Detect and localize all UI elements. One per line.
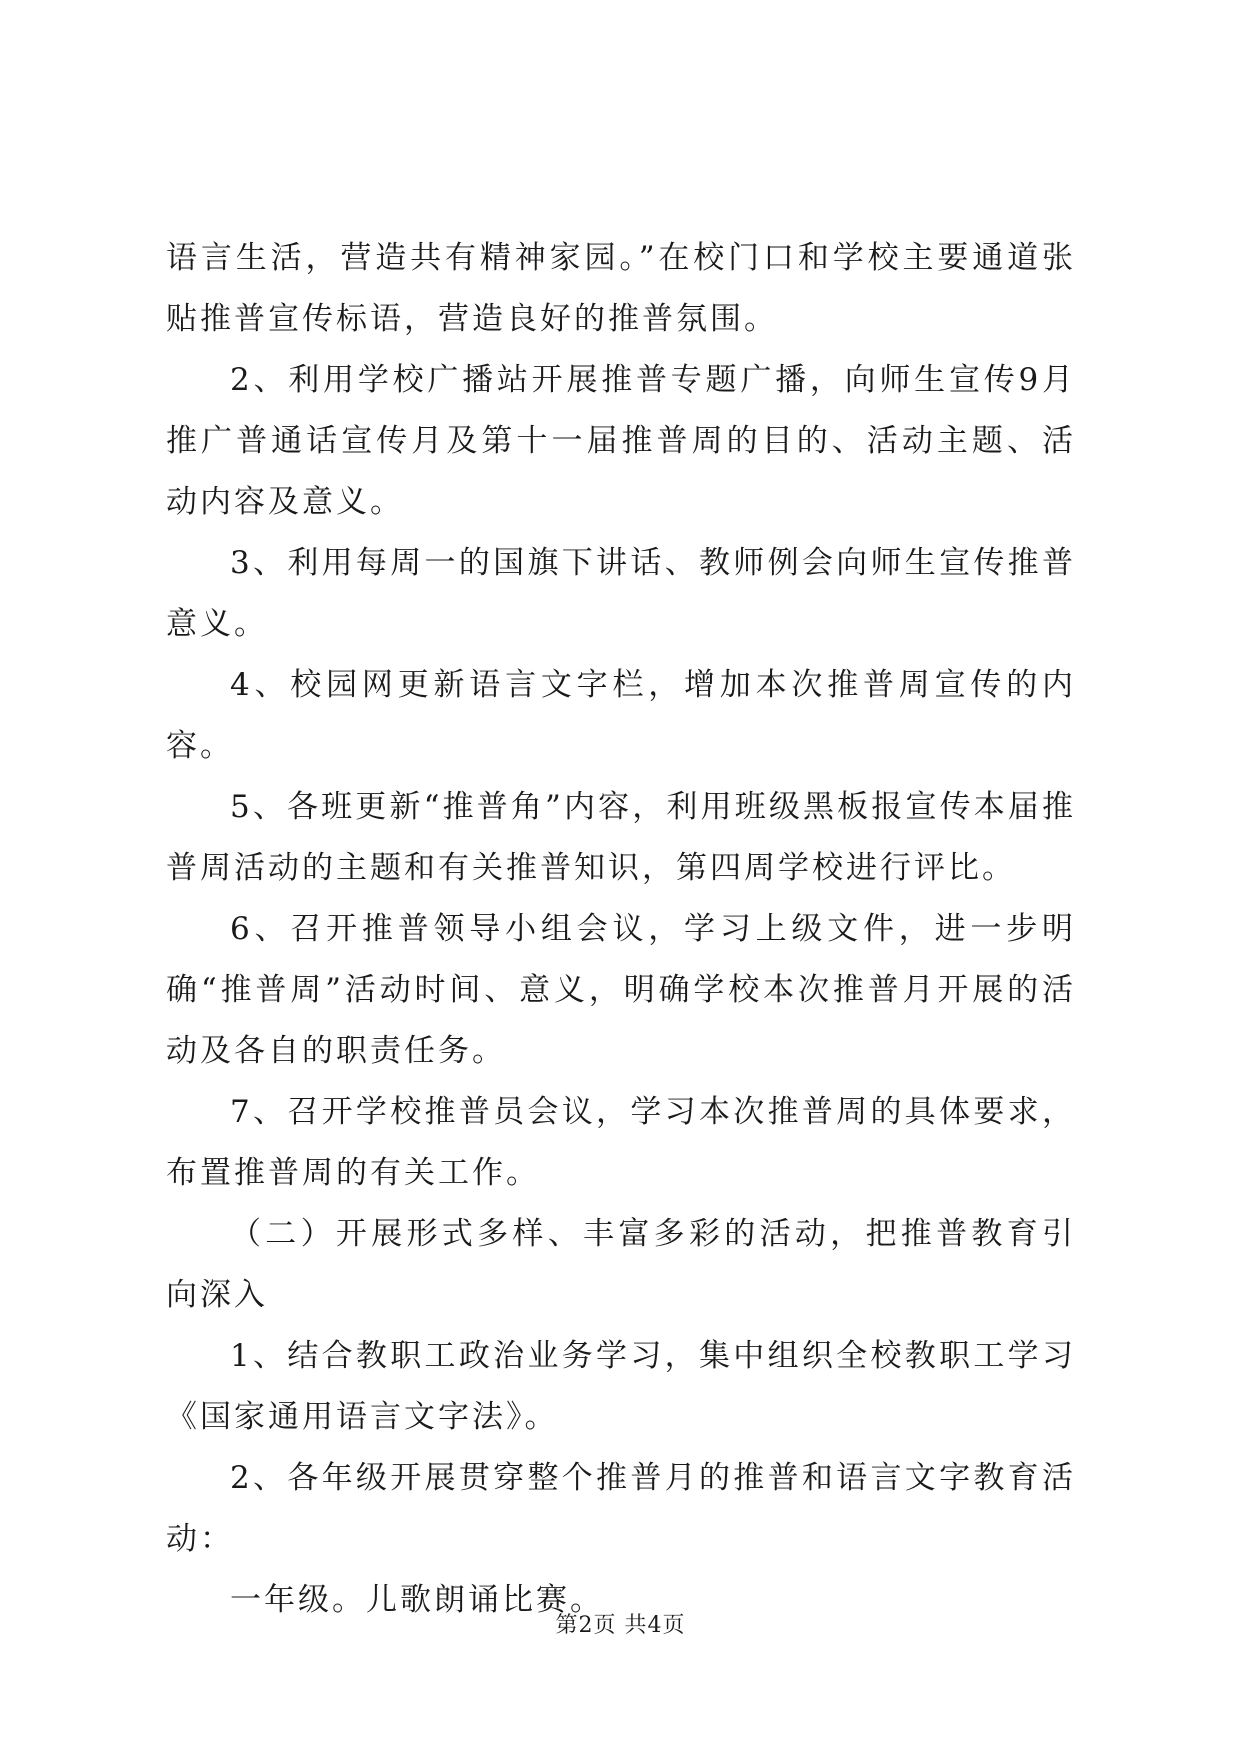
paragraph-7: 7、召开学校推普员会议，学习本次推普周的具体要求，布置推普周的有关工作。 — [166, 1094, 1076, 1191]
section-heading: （二）开展形式多样、丰富多彩的活动，把推普教育引向深入 — [166, 1216, 1076, 1313]
paragraph-1: 语言生活，营造共有精神家园。”在校门口和学校主要通道张贴推普宣传标语，营造良好的推普氛围。 — [166, 240, 1076, 337]
paragraph-11: 一年级。儿歌朗诵比赛。 — [230, 1582, 604, 1618]
paragraph-9: 1、结合教职工政治业务学习，集中组织全校教职工学习《国家通用语言文字法》。 — [166, 1338, 1076, 1435]
document-body — [166, 228, 1076, 1631]
paragraph-4: 4、校园网更新语言文字栏，增加本次推普周宣传的内容。 — [166, 667, 1076, 764]
page-footer: 第2页 共4页 — [555, 1613, 686, 1638]
paragraph-2: 2、利用学校广播站开展推普专题广播，向师生宣传9月推广普通话宣传月及第十一届推普周的目的、活动主题、活动内容及意义。 — [166, 362, 1076, 520]
paragraph-5: 5、各班更新“推普角”内容，利用班级黑板报宣传本届推普周活动的主题和有关推普知识，第四周学校进行评比。 — [166, 789, 1076, 886]
paragraph-6: 6、召开推普领导小组会议，学习上级文件，进一步明确“推普周”活动时间、意义，明确学校本次推普月开展的活动及各自的职责任务。 — [166, 911, 1076, 1069]
paragraph-10: 2、各年级开展贯穿整个推普月的推普和语言文字教育活动： — [166, 1460, 1076, 1557]
paragraph-3: 3、利用每周一的国旗下讲话、教师例会向师生宣传推普意义。 — [166, 545, 1076, 642]
